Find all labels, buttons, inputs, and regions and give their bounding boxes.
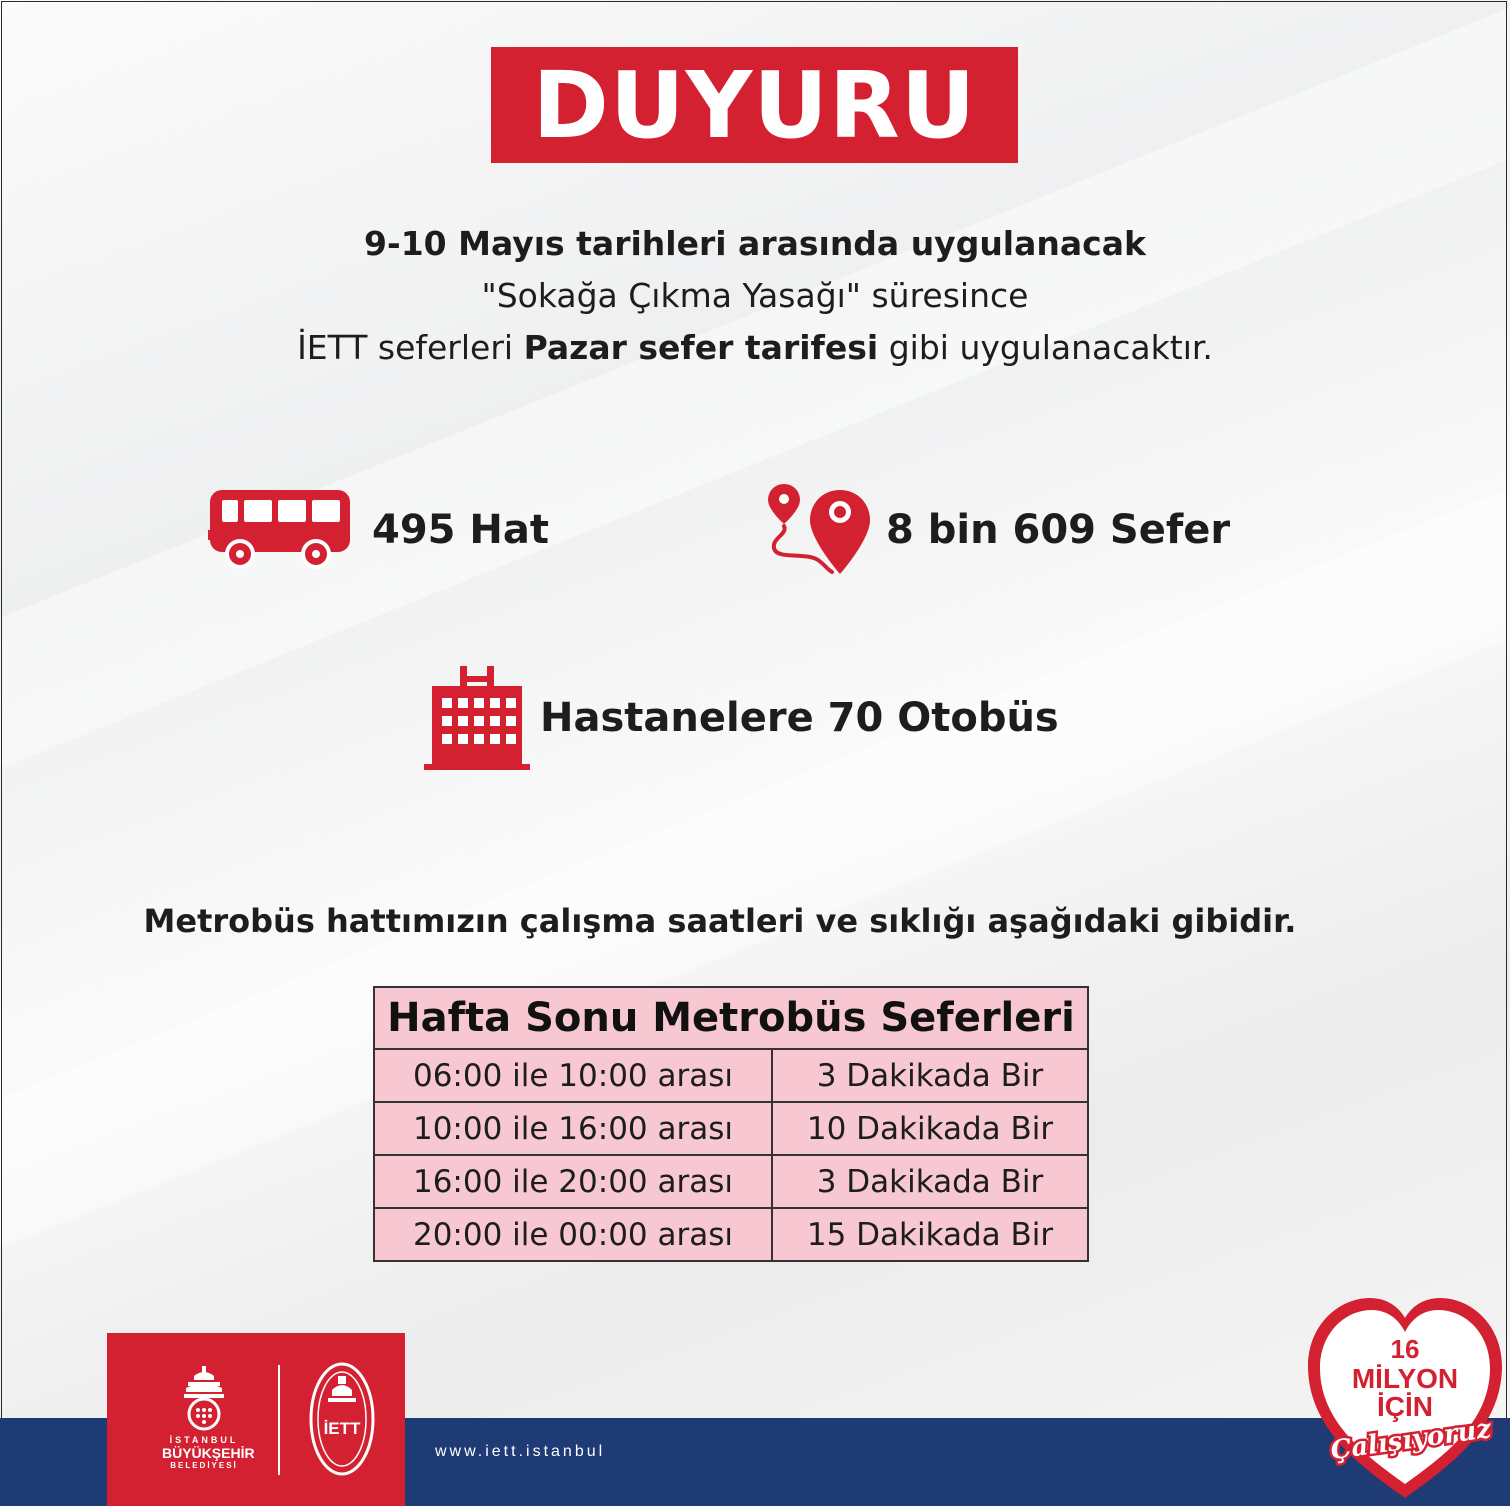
logo-divider bbox=[278, 1365, 280, 1475]
stat-trips bbox=[766, 482, 1230, 578]
table-row bbox=[374, 1049, 1088, 1102]
stat-lines bbox=[208, 488, 549, 572]
iett-logo-text: İETT bbox=[323, 1419, 361, 1438]
intro-line-3 bbox=[0, 322, 1510, 374]
ibb-line-1: İSTANBUL bbox=[169, 1435, 239, 1445]
badge-line-2: İÇİN bbox=[1377, 1391, 1433, 1422]
ibb-emblem-icon bbox=[180, 1366, 228, 1432]
ibb-logo-text bbox=[162, 1435, 255, 1470]
metrobus-description: Metrobüs hattımızın çalışma saatleri ve sıklığı aşağıdaki gibidir. bbox=[143, 902, 1297, 940]
stat-hospitals bbox=[422, 664, 1059, 772]
heart-badge bbox=[1300, 1288, 1510, 1506]
iett-logo-icon bbox=[308, 1360, 376, 1478]
intro-line-3-start: İETT seferleri bbox=[297, 328, 524, 367]
page-title: DUYURU bbox=[491, 47, 1018, 163]
badge-number: 16 bbox=[1390, 1334, 1420, 1364]
hospital-icon bbox=[422, 664, 532, 772]
bus-icon bbox=[208, 488, 352, 572]
stat-trips-label: 8 bin 609 Sefer bbox=[886, 507, 1231, 553]
metrobus-schedule-table bbox=[373, 986, 1089, 1262]
schedule-frequency: 10 Dakikada Bir bbox=[772, 1102, 1088, 1155]
website-link[interactable]: www.iett.istanbul bbox=[435, 1443, 606, 1460]
table-row bbox=[374, 1155, 1088, 1208]
schedule-frequency: 3 Dakikada Bir bbox=[772, 1155, 1088, 1208]
intro-line-3-end: gibi uygulanacaktır. bbox=[878, 328, 1213, 367]
schedule-time: 10:00 ile 16:00 arası bbox=[374, 1102, 772, 1155]
table-row bbox=[374, 1102, 1088, 1155]
schedule-time: 16:00 ile 20:00 arası bbox=[374, 1155, 772, 1208]
schedule-frequency: 3 Dakikada Bir bbox=[772, 1049, 1088, 1102]
intro-text bbox=[0, 218, 1510, 374]
badge-line-1: MİLYON bbox=[1351, 1363, 1459, 1394]
intro-line-2: "Sokağa Çıkma Yasağı" süresince bbox=[481, 276, 1029, 315]
schedule-title: Hafta Sonu Metrobüs Seferleri bbox=[374, 987, 1088, 1049]
schedule-frequency: 15 Dakikada Bir bbox=[772, 1208, 1088, 1261]
intro-line-1: 9-10 Mayıs tarihleri arasında uygulanacak bbox=[364, 224, 1146, 263]
badge-line-3: Çalışıyoruz bbox=[1328, 1413, 1494, 1467]
route-pin-icon bbox=[766, 482, 876, 578]
table-row bbox=[374, 1208, 1088, 1261]
stat-hospitals-label: Hastanelere 70 Otobüs bbox=[540, 695, 1059, 741]
schedule-time: 20:00 ile 00:00 arası bbox=[374, 1208, 772, 1261]
schedule-time: 06:00 ile 10:00 arası bbox=[374, 1049, 772, 1102]
ibb-line-3: BELEDİYESİ bbox=[170, 1461, 238, 1470]
ibb-line-2: BÜYÜKŞEHİR bbox=[162, 1445, 255, 1461]
stat-lines-label: 495 Hat bbox=[372, 507, 550, 553]
intro-line-3-bold: Pazar sefer tarifesi bbox=[523, 328, 879, 367]
